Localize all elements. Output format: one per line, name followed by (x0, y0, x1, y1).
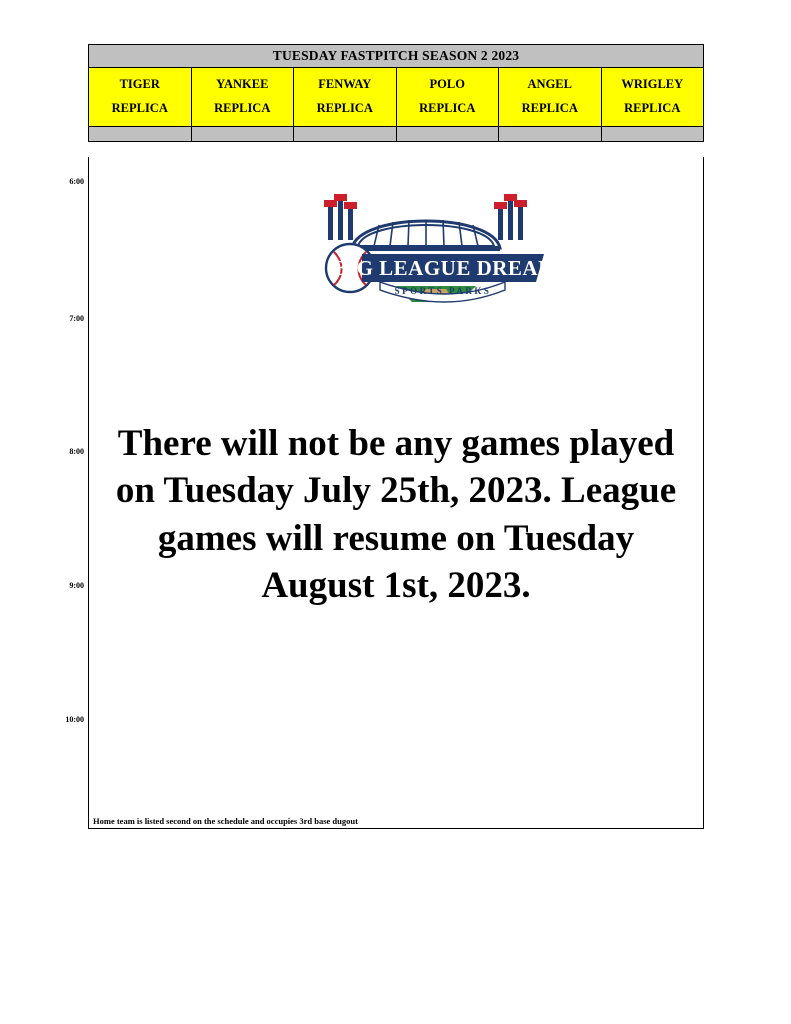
field-type: REPLICA (214, 101, 271, 115)
spacer-cell (396, 127, 499, 142)
notice-line-2: on Tuesday July 25th, 2023. League (115, 470, 677, 512)
field-type: REPLICA (521, 101, 578, 115)
spacer-cell (601, 127, 704, 142)
title-row (89, 45, 704, 68)
notice-line-3: games will resume on Tuesday (157, 517, 635, 559)
big-league-dreams-logo (300, 190, 552, 310)
field-column-fenway (294, 68, 397, 127)
spacer-cell (499, 127, 602, 142)
field-name: ANGEL (527, 77, 572, 92)
spacer-cell (294, 127, 397, 142)
time-label-7: 7:00 (69, 314, 84, 323)
schedule-header-table (88, 44, 704, 142)
svg-text:SPORTS PARKS: SPORTS PARKS (394, 286, 492, 296)
field-type: REPLICA (624, 101, 681, 115)
time-label-6: 6:00 (69, 177, 84, 186)
page-title: TUESDAY FASTPITCH SEASON 2 2023 (89, 45, 704, 68)
field-name: POLO (429, 77, 465, 92)
field-column-tiger (89, 68, 192, 127)
time-label-8: 8:00 (69, 447, 84, 456)
field-name: WRIGLEY (621, 77, 684, 92)
notice-line-4: August 1st, 2023. (261, 565, 531, 607)
time-label-10: 10:00 (65, 715, 84, 724)
notice-line-1: There will not be any games played (117, 423, 675, 464)
field-type: REPLICA (316, 101, 373, 115)
field-column-yankee (191, 68, 294, 127)
field-name: YANKEE (216, 77, 269, 92)
time-label-9: 9:00 (69, 581, 84, 590)
field-column-wrigley (601, 68, 704, 127)
field-type: REPLICA (111, 101, 168, 115)
svg-text:BIG LEAGUE DREAMS: BIG LEAGUE DREAMS (333, 256, 552, 280)
field-column-angel (499, 68, 602, 127)
spacer-cell (89, 127, 192, 142)
field-type: REPLICA (419, 101, 476, 115)
time-axis (46, 157, 88, 829)
field-name: FENWAY (318, 77, 372, 92)
spacer-row (89, 127, 704, 142)
footer-note: Home team is listed second on the schedule and occupies 3rd base dugout (93, 816, 358, 826)
field-header-row (89, 68, 704, 127)
spacer-cell (191, 127, 294, 142)
field-name: TIGER (119, 77, 160, 92)
notice-message (98, 420, 694, 609)
field-column-polo (396, 68, 499, 127)
